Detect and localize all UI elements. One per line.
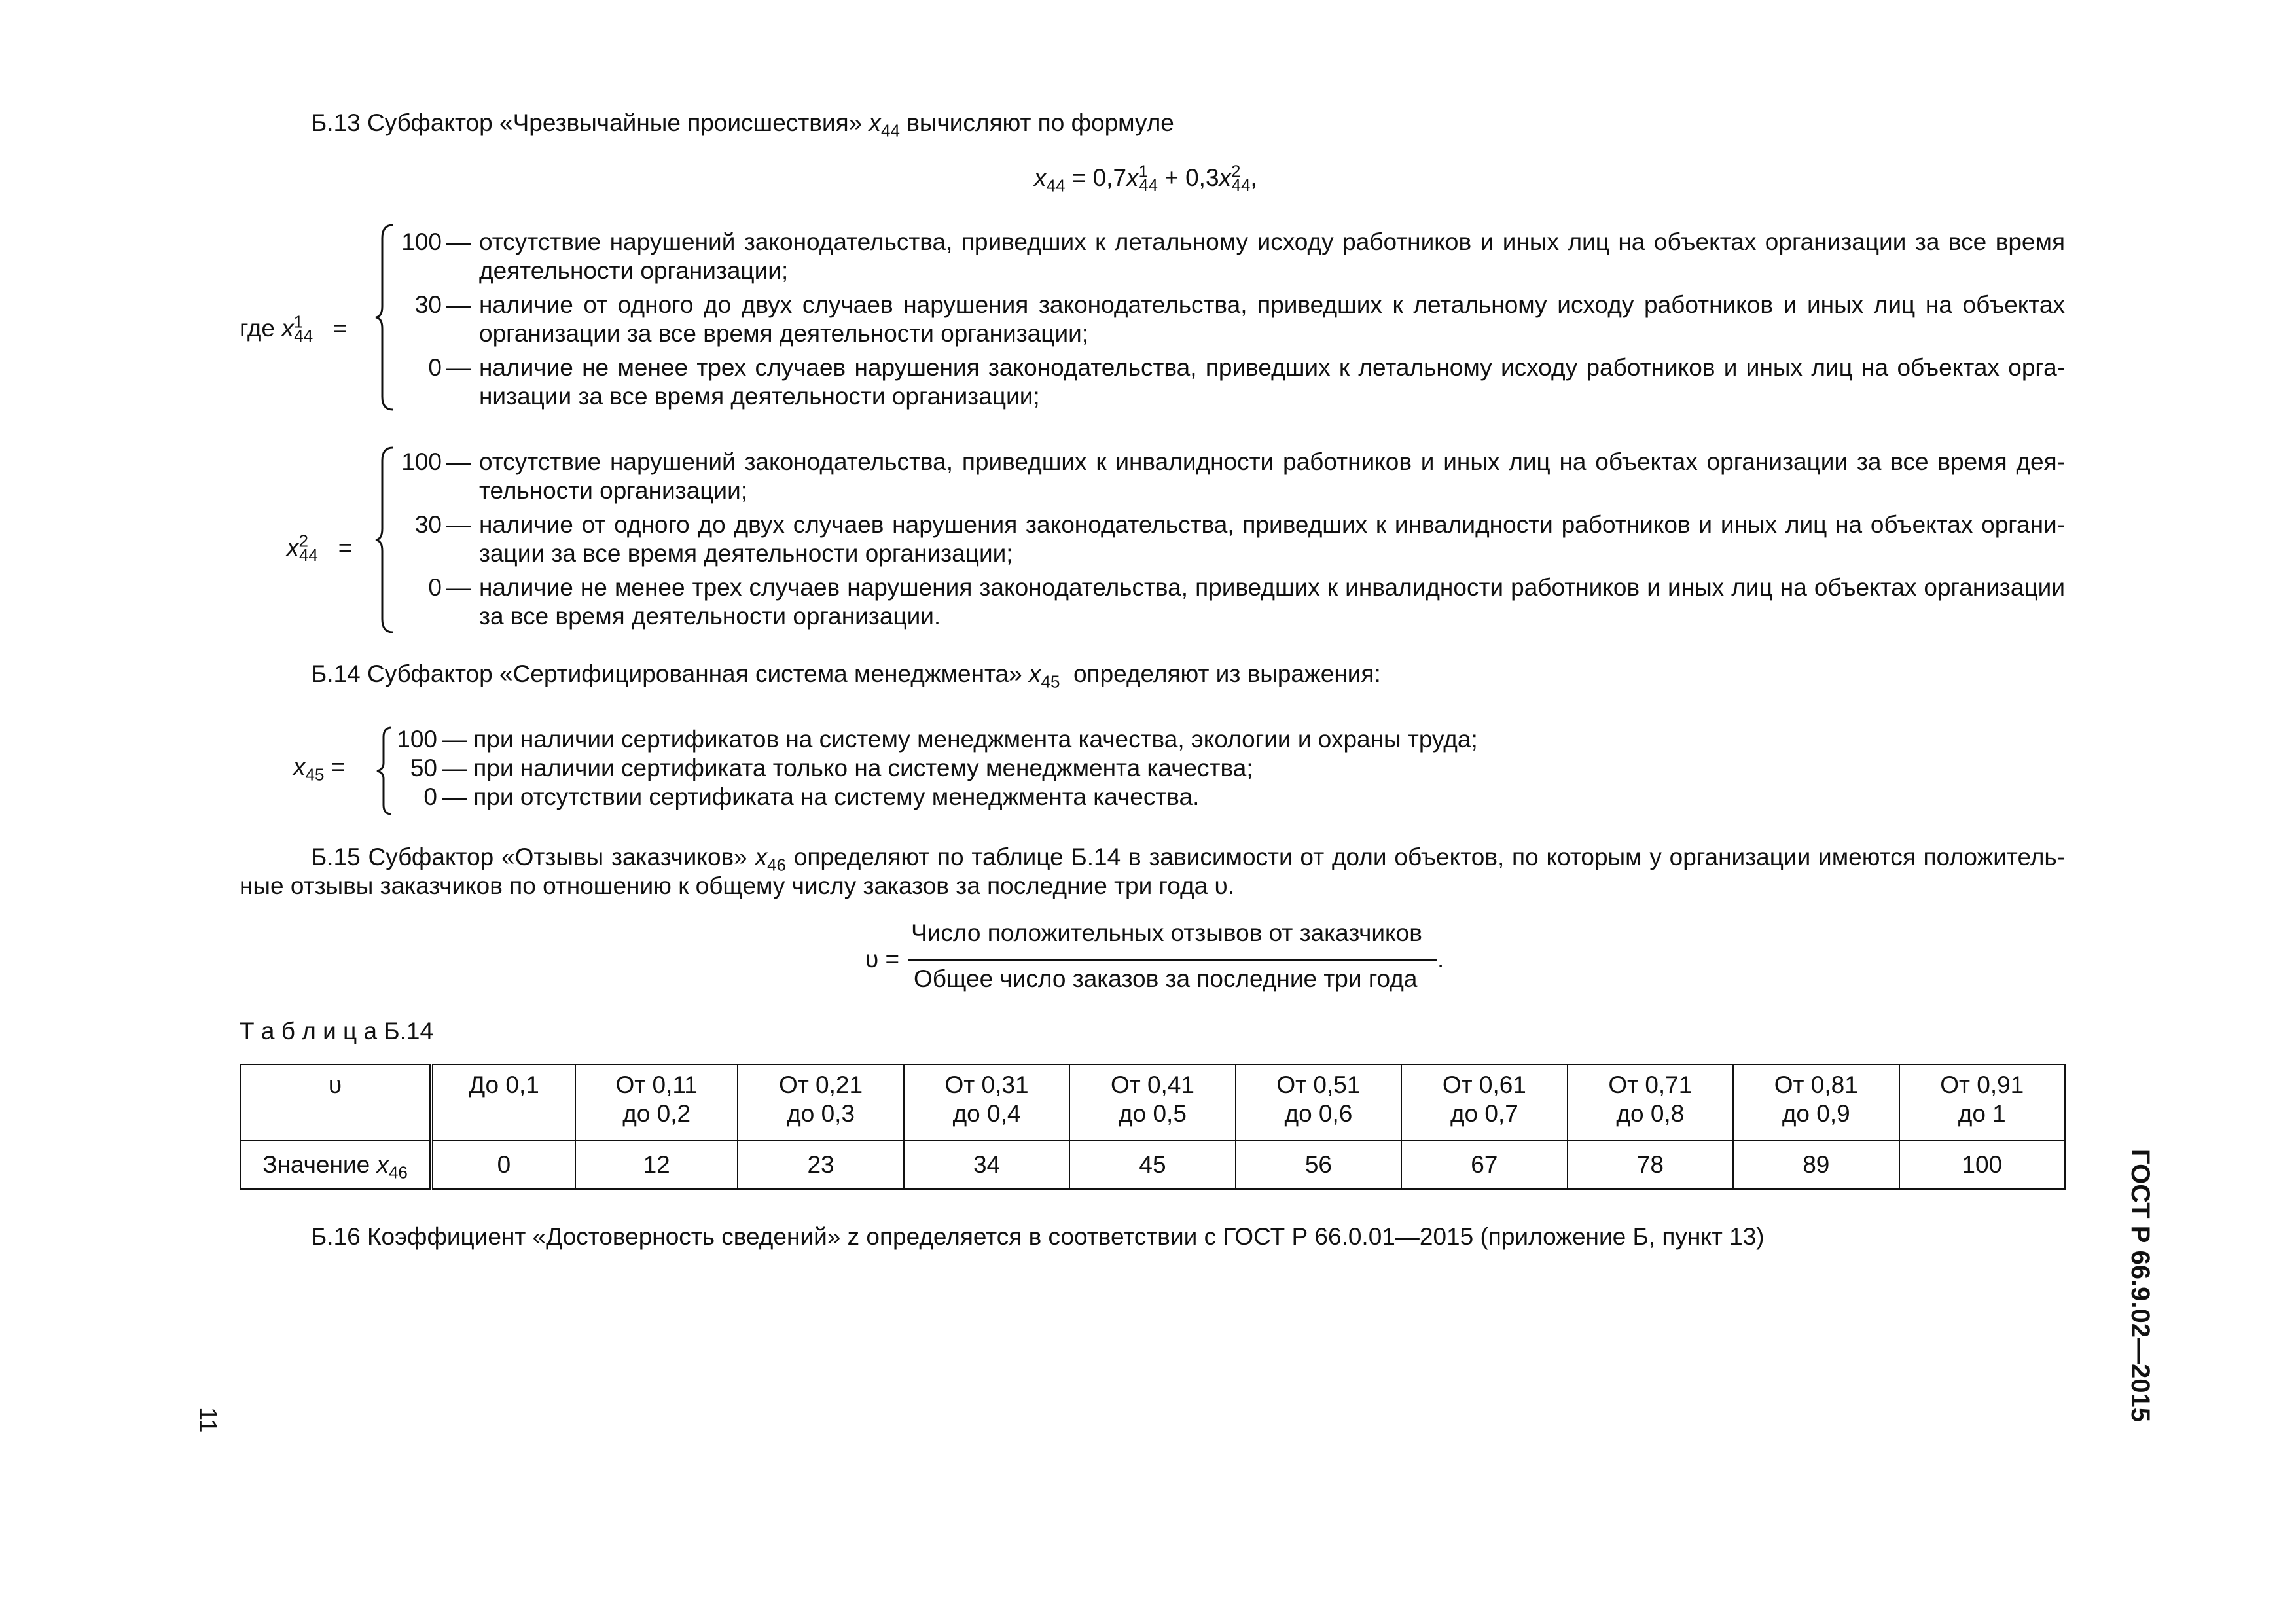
- table-row-label: Значение $x_{46}$: [240, 1141, 431, 1189]
- table-header-cell: От 0,21 до 0,3: [738, 1065, 903, 1141]
- table-caption: Т а б л и ц а Б.14: [240, 1018, 434, 1044]
- table-cell: 67: [1401, 1141, 1567, 1189]
- b15-line1: Б.15 Субфактор «Отзывы заказчиков» $x_{46}$ определяют по таблице Б.14 в зависимости от доли объектов, по которым у организации имеются положитель-: [311, 844, 2066, 875]
- x45-label: $x_{45}$ =: [293, 753, 346, 785]
- table-header-cell: От 0,31 до 0,4: [904, 1065, 1069, 1141]
- table-b14: [240, 1064, 2066, 1190]
- table-header-cell: υ: [240, 1065, 431, 1141]
- fraction-numerator: Число положительных отзывов от заказчиков: [911, 919, 1422, 946]
- table-header-cell: От 0,51 до 0,6: [1236, 1065, 1401, 1141]
- table-header-cell: От 0,91 до 1: [1899, 1065, 2065, 1141]
- b13-formula: $x_{44} = 0,7x^1_{44} + 0,3x^2_{44}$,: [1034, 161, 1257, 196]
- b15-line2: ные отзывы заказчиков по отношению к общему числу заказов за последние три года υ.: [240, 872, 1234, 899]
- b16-text: Б.16 Коэффициент «Достоверность сведений» z определяется в соответствии с ГОСТ Р 66.0.01—2015 (приложение Б, пункт 13): [311, 1223, 1765, 1250]
- table-row: [240, 1141, 2065, 1189]
- table-header-row: [240, 1065, 2065, 1141]
- table-cell: 56: [1236, 1141, 1401, 1189]
- table-cell: 89: [1733, 1141, 1899, 1189]
- table-header-cell: От 0,81 до 0,9: [1733, 1065, 1899, 1141]
- table-cell: 12: [575, 1141, 738, 1189]
- fraction-denominator: Общее число заказов за последние три года: [914, 965, 1418, 992]
- fraction-bar: [908, 959, 1437, 961]
- table-header-cell: От 0,41 до 0,5: [1069, 1065, 1235, 1141]
- page-number: 11: [194, 1407, 221, 1433]
- table-cell: 0: [431, 1141, 575, 1189]
- x44-2-label: $x^2_{44}$ =: [287, 531, 353, 565]
- table-header-cell: От 0,11 до 0,2: [575, 1065, 738, 1141]
- table-header-cell: От 0,61 до 0,7: [1401, 1065, 1567, 1141]
- b14-intro: Б.14 Субфактор «Сертифицированная система менеджмента» $x_{45}$ определяют из выражения:: [311, 660, 1381, 692]
- x44-1-label: где $x^1_{44}$ =: [240, 312, 348, 346]
- table-header-cell: От 0,71 до 0,8: [1568, 1065, 1733, 1141]
- document-side-title: ГОСТ Р 66.9.02—2015: [2126, 1149, 2155, 1422]
- table-cell: 23: [738, 1141, 903, 1189]
- table-cell: 100: [1899, 1141, 2065, 1189]
- table-cell: 34: [904, 1141, 1069, 1189]
- b13-intro: Б.13 Субфактор «Чрезвычайные происшествия» $x_{44}$ вычисляют по формуле: [311, 109, 1174, 141]
- table-header-cell: До 0,1: [431, 1065, 575, 1141]
- table-cell: 78: [1568, 1141, 1733, 1189]
- table-cell: 45: [1069, 1141, 1235, 1189]
